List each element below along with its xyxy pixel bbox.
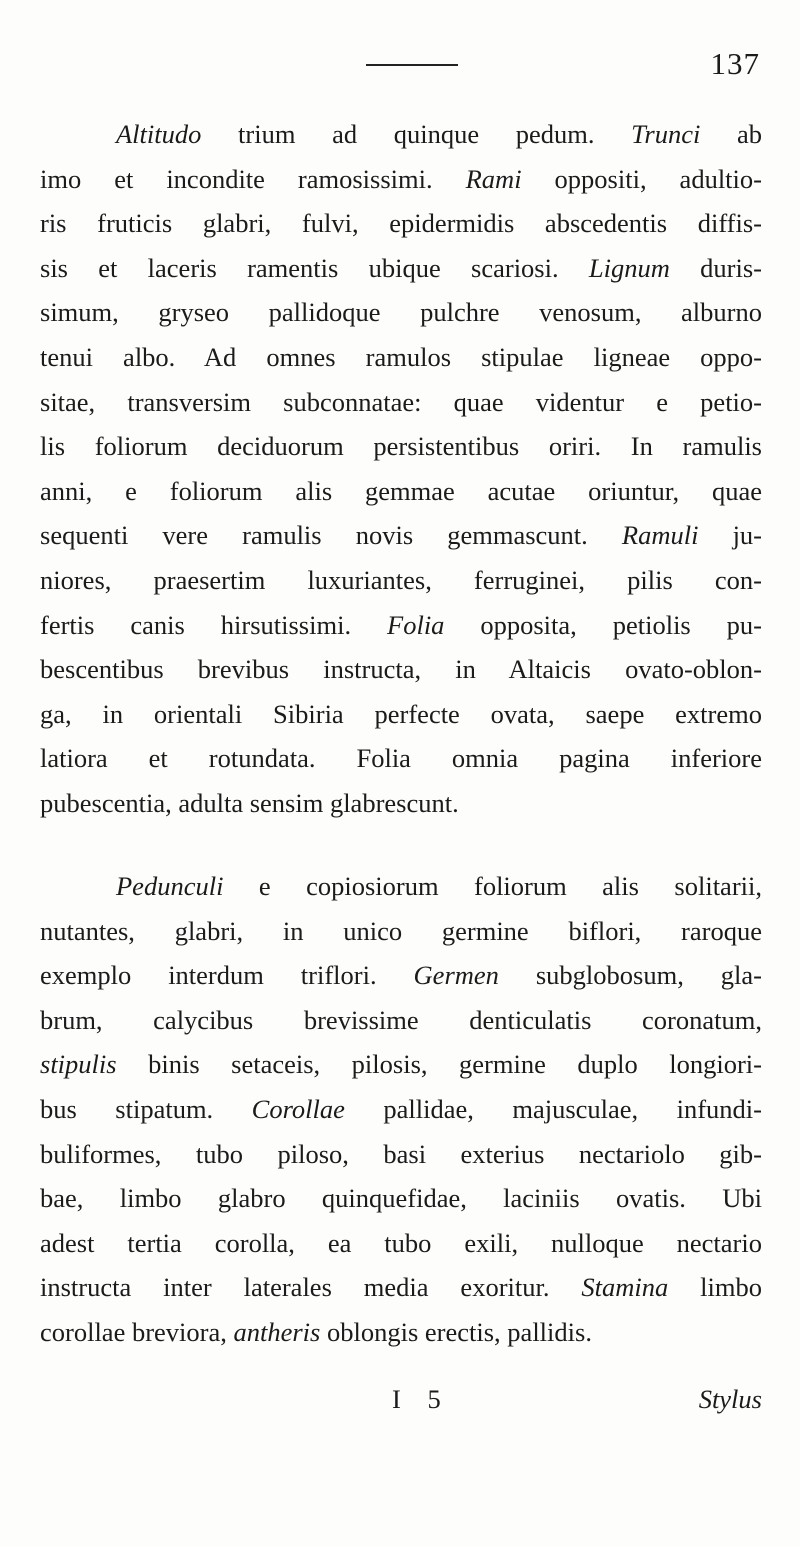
header-rule	[366, 64, 458, 66]
text-run: ris fruticis glabri, fulvi, epidermidis abscedentis diffis-	[40, 208, 762, 239]
paragraph-2	[40, 864, 762, 1355]
italic-term: Trunci	[631, 119, 701, 149]
text-line	[40, 157, 762, 202]
text-line	[40, 246, 762, 291]
text-run: instructa inter laterales media exoritur.	[40, 1272, 582, 1303]
italic-term: Ramuli	[621, 520, 699, 551]
italic-term: Rami	[465, 163, 522, 194]
signature-mark: I 5	[392, 1384, 451, 1414]
text-run: subglobosum, gla-	[498, 960, 762, 991]
text-run: trium ad quinque pedum.	[201, 119, 632, 149]
text-line	[40, 781, 762, 826]
text-line	[40, 692, 762, 737]
italic-term: Stamina	[581, 1272, 669, 1303]
text-run: e copiosiorum foliorum alis solitarii,	[223, 871, 762, 901]
text-run: latiora et rotundata. Folia omnia pagina inferiore	[40, 743, 762, 774]
text-line	[40, 469, 762, 514]
italic-term: Altitudo	[116, 119, 202, 149]
text-line	[40, 290, 762, 335]
text-run: bus stipatum.	[40, 1093, 252, 1124]
text-run: limbo	[668, 1272, 762, 1303]
page-number: 137	[710, 46, 760, 81]
text-line	[40, 1265, 762, 1310]
text-line	[40, 112, 762, 157]
text-line	[40, 953, 762, 998]
text-run: simum, gryseo pallidoque pulchre venosum, alburno	[40, 297, 762, 328]
text-run: bescentibus brevibus instructa, in Altaicis ovato-oblon-	[40, 654, 762, 685]
italic-term: antheris	[233, 1316, 321, 1347]
text-run: tenui albo. Ad omnes ramulos stipulae ligneae oppo-	[40, 341, 762, 372]
text-run: sequenti vere ramulis novis gemmascunt.	[40, 520, 622, 551]
text-run: ju-	[698, 520, 762, 551]
text-run: corollae breviora,	[40, 1316, 234, 1347]
text-line	[40, 998, 762, 1043]
text-run: brum, calycibus brevissime denticulatis coronatum,	[40, 1004, 762, 1035]
text-run: adest tertia corolla, ea tubo exili, nulloque nectario	[40, 1227, 762, 1258]
italic-term: Pedunculi	[116, 871, 224, 901]
text-line	[40, 380, 762, 425]
text-run: bae, limbo glabro quinquefidae, laciniis ovatis. Ubi	[40, 1183, 762, 1214]
text-run: niores, praesertim luxuriantes, ferruginei, pilis con-	[40, 564, 762, 595]
text-run: buliformes, tubo piloso, basi exterius nectariolo gib-	[40, 1138, 762, 1169]
text-run: imo et incondite ramosissimi.	[40, 163, 466, 194]
text-line	[40, 1087, 762, 1132]
text-run: fertis canis hirsutissimi.	[40, 609, 388, 640]
text-run: exemplo interdum triflori.	[40, 960, 414, 991]
text-line	[40, 1176, 762, 1221]
text-run: opposita, petiolis pu-	[444, 609, 762, 640]
italic-term: Germen	[413, 960, 499, 991]
text-line	[40, 1132, 762, 1177]
text-line	[40, 1310, 762, 1355]
italic-term: Corollae	[251, 1093, 345, 1124]
text-line	[40, 603, 762, 648]
text-run: sitae, transversim subconnatae: quae videntur e petio-	[40, 386, 762, 417]
text-run: binis setaceis, pilosis, germine duplo longiori-	[116, 1049, 762, 1080]
page-footer	[40, 1380, 762, 1424]
text-run: lis foliorum deciduorum persistentibus oriri. In ramulis	[40, 431, 762, 462]
text-line	[40, 424, 762, 469]
text-line	[40, 1221, 762, 1266]
text-run: ab	[700, 119, 762, 149]
text-run: oblongis erectis, pallidis.	[320, 1316, 592, 1347]
text-run: nutantes, glabri, in unico germine biflori, raroque	[40, 915, 762, 946]
text-line	[40, 647, 762, 692]
text-run: ga, in orientali Sibiria perfecte ovata, saepe extremo	[40, 698, 762, 729]
text-line	[40, 1042, 762, 1087]
text-run: oppositi, adultio-	[521, 163, 762, 194]
text-line	[40, 864, 762, 909]
text-line	[40, 736, 762, 781]
italic-term: Folia	[387, 609, 445, 640]
text-line	[40, 513, 762, 558]
text-run: pallidae, majusculae, infundi-	[344, 1093, 762, 1124]
italic-term: stipulis	[40, 1049, 117, 1080]
text-line	[40, 201, 762, 246]
text-line	[40, 909, 762, 954]
text-line	[40, 335, 762, 380]
italic-term: Lignum	[588, 252, 670, 283]
text-run: anni, e foliorum alis gemmae acutae oriuntur, quae	[40, 475, 762, 506]
text-run: duris-	[669, 252, 762, 283]
text-run: pubescentia, adulta sensim glabrescunt.	[40, 787, 459, 818]
paragraph-1	[40, 112, 762, 826]
text-run: sis et laceris ramentis ubique scariosi.	[40, 252, 589, 283]
catchword: Stylus	[698, 1384, 762, 1414]
text-line	[40, 558, 762, 603]
